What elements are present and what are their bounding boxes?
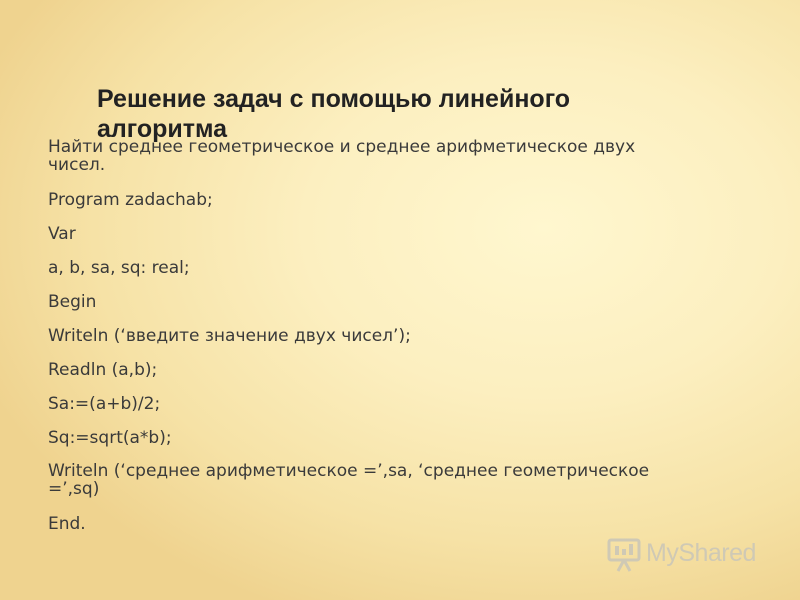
code-line-sa: Sa:=(a+b)/2;	[48, 394, 161, 414]
task-line-2: чисел.	[48, 155, 106, 175]
code-line-var: Var	[48, 224, 76, 244]
writeln-result-line-2: =’,sq)	[48, 479, 100, 499]
code-line-begin: Begin	[48, 292, 97, 312]
myshared-logo	[606, 537, 776, 573]
slide-title-line-1: Решение задач с помощью линейного	[97, 85, 571, 113]
presentation-board-icon	[606, 537, 644, 573]
code-line-end: End.	[48, 514, 86, 534]
code-line-program: Program zadachab;	[48, 190, 213, 210]
code-line-writeln-prompt: Writeln (‘введите значение двух чисел’);	[48, 326, 411, 346]
slide-title-line-2: алгоритма	[97, 115, 228, 143]
task-line-1: Найти среднее геометрическое и среднее арифметическое двух	[48, 137, 636, 157]
code-line-readln: Readln (a,b);	[48, 360, 158, 380]
code-line-writeln-result	[48, 462, 649, 498]
writeln-result-line-1: Writeln (‘среднее арифметическое =’,sa, ‘среднее геометрическое	[48, 461, 650, 481]
slide-title	[97, 84, 697, 144]
code-line-declaration: a, b, sa, sq: real;	[48, 258, 190, 278]
code-line-sq: Sq:=sqrt(a*b);	[48, 428, 172, 448]
task-text	[48, 138, 635, 174]
myshared-logo-text: MyShared	[646, 539, 756, 567]
